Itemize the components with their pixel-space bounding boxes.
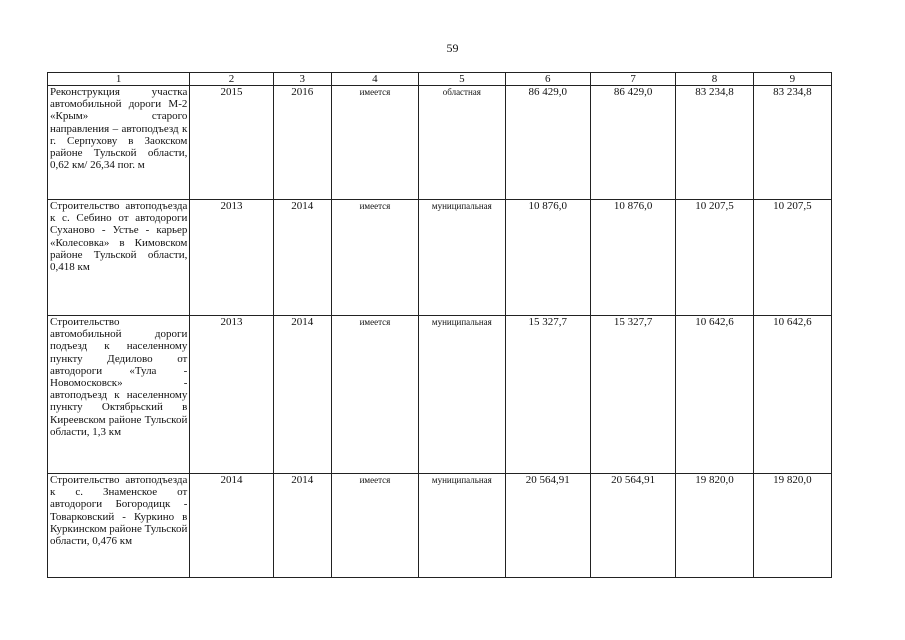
value-cell-9: 10 642,6 [753, 316, 831, 474]
table-row [48, 316, 832, 474]
column-header: 9 [753, 73, 831, 86]
value-cell-7: 10 876,0 [590, 200, 675, 316]
object-name-cell: Строительство автоподъезда к с. Знаменское от автодороги Богородицк - Товарковский - Куркино в Куркинском районе Тульской области, 0,476 км [48, 474, 190, 578]
object-name-cell: Строительство автоподъезда к с. Себино от автодороги Суханово - Устье - карьер «Колесовка» в Кимовском районе Тульской области, 0,418 км [48, 200, 190, 316]
column-header: 7 [590, 73, 675, 86]
start-year-cell: 2014 [190, 474, 273, 578]
value-cell-6: 10 876,0 [505, 200, 590, 316]
object-name-cell: Строительство автомобильной дороги подъезд к населенному пункту Дедилово от автодороги «Тула - Новомосковск» - автоподъезд к населенному пункту Октябрьский в Киреевском районе Тульской области, 1,3 км [48, 316, 190, 474]
ownership-cell: муниципальная [419, 474, 505, 578]
value-cell-8: 19 820,0 [676, 474, 753, 578]
end-year-cell: 2016 [273, 86, 331, 200]
ownership-cell: муниципальная [419, 200, 505, 316]
column-header: 8 [676, 73, 753, 86]
column-header: 5 [419, 73, 505, 86]
value-cell-6: 86 429,0 [505, 86, 590, 200]
page-number: 59 [446, 41, 459, 55]
value-cell-9: 10 207,5 [753, 200, 831, 316]
value-cell-6: 15 327,7 [505, 316, 590, 474]
value-cell-8: 10 642,6 [676, 316, 753, 474]
value-cell-7: 20 564,91 [590, 474, 675, 578]
column-header: 2 [190, 73, 273, 86]
data-table [47, 72, 832, 578]
start-year-cell: 2015 [190, 86, 273, 200]
table-row [48, 474, 832, 578]
value-cell-8: 83 234,8 [676, 86, 753, 200]
ownership-cell: областная [419, 86, 505, 200]
column-header: 1 [48, 73, 190, 86]
ownership-cell: муниципальная [419, 316, 505, 474]
object-name-cell: Реконструкция участка автомобильной дороги М-2 «Крым» старого направления – автоподъезд к г. Серпухову в Заокском районе Тульской области, 0,62 км/ 26,34 пог. м [48, 86, 190, 200]
documentation-cell: имеется [331, 200, 418, 316]
end-year-cell: 2014 [273, 474, 331, 578]
start-year-cell: 2013 [190, 316, 273, 474]
value-cell-6: 20 564,91 [505, 474, 590, 578]
start-year-cell: 2013 [190, 200, 273, 316]
column-header: 3 [273, 73, 331, 86]
value-cell-7: 86 429,0 [590, 86, 675, 200]
table-row [48, 86, 832, 200]
value-cell-9: 19 820,0 [753, 474, 831, 578]
end-year-cell: 2014 [273, 200, 331, 316]
column-header: 6 [505, 73, 590, 86]
documentation-cell: имеется [331, 474, 418, 578]
value-cell-7: 15 327,7 [590, 316, 675, 474]
value-cell-8: 10 207,5 [676, 200, 753, 316]
table-row [48, 200, 832, 316]
end-year-cell: 2014 [273, 316, 331, 474]
documentation-cell: имеется [331, 316, 418, 474]
documentation-cell: имеется [331, 86, 418, 200]
column-header: 4 [331, 73, 418, 86]
value-cell-9: 83 234,8 [753, 86, 831, 200]
header-row [48, 73, 832, 86]
